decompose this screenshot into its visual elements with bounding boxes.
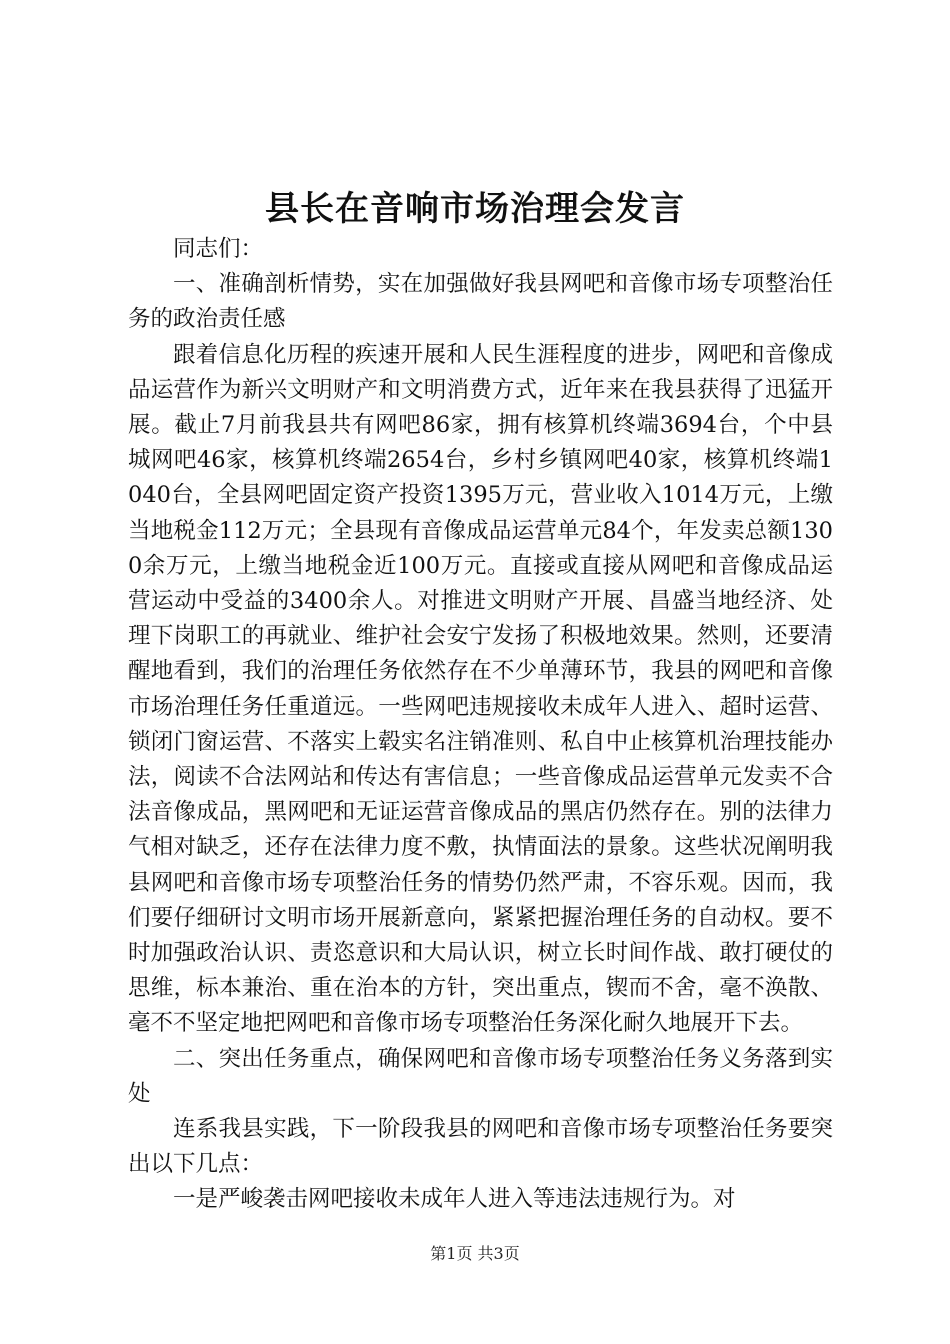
salutation-paragraph: 同志们： <box>173 236 264 262</box>
section-heading-2: 二、突出任务重点，确保网吧和音像市场专项整治任务义务落到实处 <box>128 1045 833 1107</box>
body-paragraph: 跟着信息化历程的疾速开展和人民生涯程度的进步，网吧和音像成品运营作为新兴文明财产和文明消费方式，近年来在我县获得了迅猛开展。截止7月前我县共有网吧86家，拥有核算机终端3694台，个中县城网吧46家，核算机终端2654台，乡村乡镇网吧40家，核算机终端1040台，全县网吧固定资产投资1395万元，营业收入1014万元，上缴当地税金112万元；全县现有音像成品运营单元84个，年发卖总额1300余万元，上缴当地税金近100万元。直接或直接从网吧和音像成品运营运动中受益的3400余人。对推进文明财产开展、昌盛当地经济、处理下岗职工的再就业、维护社会安宁发扬了积极地效果。然则，还要清醒地看到，我们的治理任务依然存在不少单薄环节，我县的网吧和音像市场治理任务任重道远。一些网吧违规接收未成年人进入、超时运营、锁闭门窗运营、不落实上毂实名注销准则、私自中止核算机治理技能办法，阅读不合法网站和传达有害信息；一些音像成品运营单元发卖不合法音像成品，黑网吧和无证运营音像成品的黑店仍然存在。别的法律力气相对缺乏，还存在法律力度不敷，执情面法的景象。这些状况阐明我县网吧和音像市场专项整治任务的情势仍然严肃，不容乐观。因而，我们要仔细研讨文明市场开展新意向，紧紧把握治理任务的自动权。要不时加强政治认识、责恣意识和大局认识，树立长时间作战、敢打硬仗的思维，标本兼治、重在治本的方针，突出重点，锲而不舍，毫不涣散、毫不不坚定地把网吧和音像市场专项整治任务深化耐久地展开下去。 <box>128 341 833 1037</box>
body-paragraph: 连系我县实践，下一阶段我县的网吧和音像市场专项整治任务要突出以下几点： <box>128 1116 833 1178</box>
section-heading-1: 一、准确剖析情势，实在加强做好我县网吧和音像市场专项整治任务的政治责任感 <box>128 271 833 333</box>
page-number-footer: 第1页 共3页 <box>430 1244 520 1263</box>
body-paragraph: 一是严峻袭击网吧接收未成年人进入等违法违规行为。对 <box>173 1186 736 1213</box>
document-title: 县长在音响市场治理会发言 <box>265 189 685 229</box>
document-body <box>128 232 833 1218</box>
